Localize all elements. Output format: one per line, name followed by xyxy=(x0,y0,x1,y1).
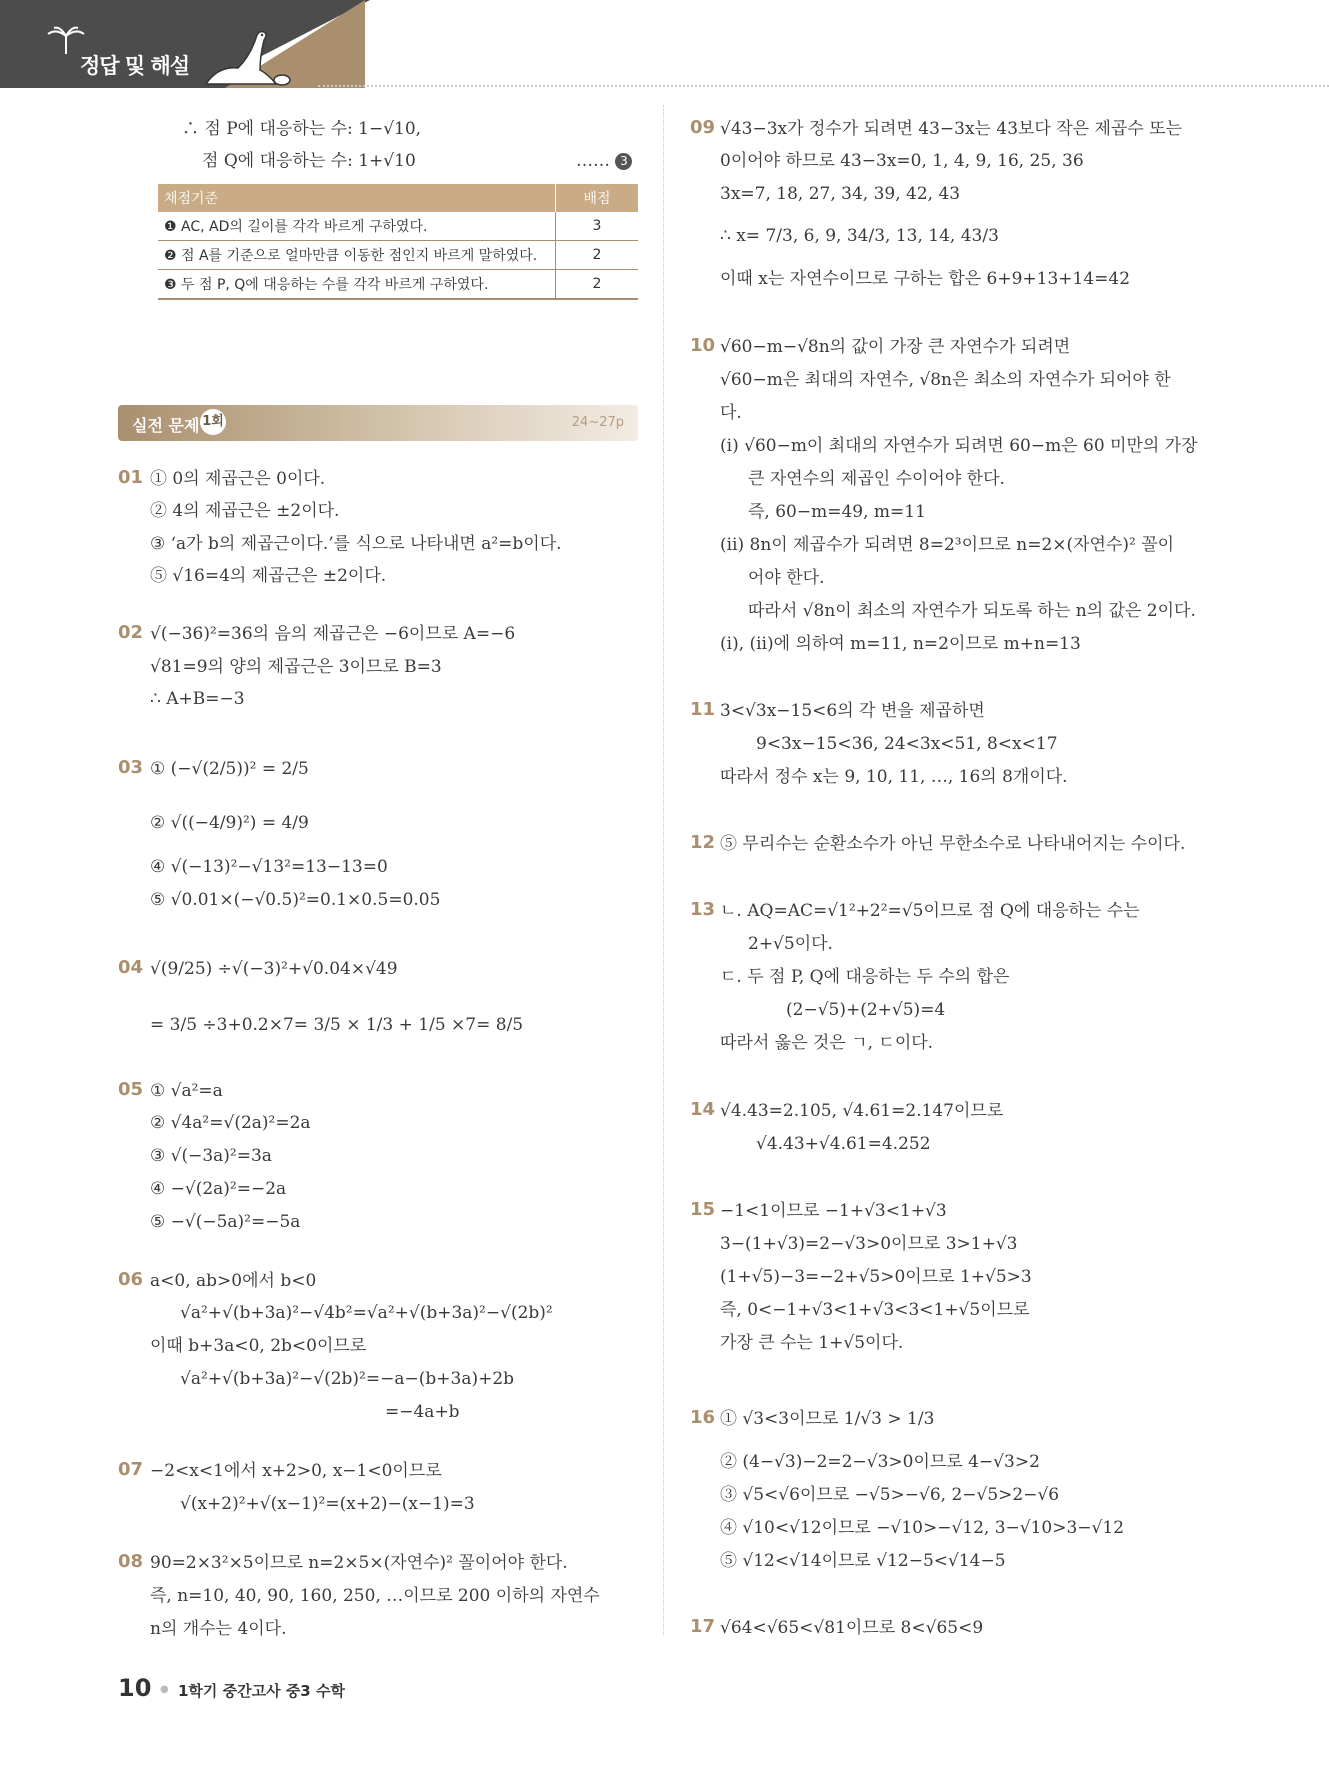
solution-line: √a²+√(b+3a)²−√4b²=√a²+√(b+3a)²−√(2b)² xyxy=(180,1303,553,1323)
criteria-header: 채점기준 xyxy=(158,184,556,212)
table-row xyxy=(158,241,638,270)
solution-line: √81=9의 양의 제곱근은 3이므로 B=3 xyxy=(150,657,442,677)
solution-line: ④ −√(2a)²=−2a xyxy=(150,1179,287,1199)
solution-line: ⑤ 무리수는 순환소수가 아닌 무한소수로 나타내어지는 수이다. xyxy=(720,834,1186,854)
solution-line: 어야 한다. xyxy=(748,568,825,588)
solution-line: ② 4의 제곱근은 ±2이다. xyxy=(150,501,340,521)
step-3-marker: 3 xyxy=(615,153,632,170)
solution-line: (2−√5)+(2+√5)=4 xyxy=(786,1000,946,1020)
solution-line: ⑤ √12<√14이므로 √12−5<√14−5 xyxy=(720,1551,1006,1571)
section-badge: 1회 xyxy=(200,409,226,435)
solution-line: 이때 x는 자연수이므로 구하는 합은 6+9+13+14=42 xyxy=(720,269,1131,289)
solution-line: 2+√5이다. xyxy=(748,934,833,954)
solution-line: ④ √10<√12이므로 −√10>−√12, 3−√10>3−√12 xyxy=(720,1518,1125,1538)
solution-line: √60−m은 최대의 자연수, √8n은 최소의 자연수가 되어야 한 xyxy=(720,370,1171,390)
problem-number: 01 xyxy=(118,467,144,488)
solution-line: ⑤ −√(−5a)²=−5a xyxy=(150,1212,301,1232)
footer-title: 1학기 중간고사 중3 수학 xyxy=(178,1682,345,1700)
section-label: 실전 문제 xyxy=(132,416,200,435)
points-cell: 3 xyxy=(556,212,639,241)
points-header: 배점 xyxy=(556,184,639,212)
solution-line: −1<1이므로 −1+√3<1+√3 xyxy=(720,1201,947,1221)
solution-line: √a²+√(b+3a)²−√(2b)²=−a−(b+3a)+2b xyxy=(180,1369,515,1389)
criteria-cell: ❷ 점 A를 기준으로 얼마만큼 이동한 점인지 바르게 말하였다. xyxy=(158,241,556,270)
solution-line: 즉, n=10, 40, 90, 160, 250, …이므로 200 이하의 자연수 xyxy=(150,1586,600,1606)
solution-line: 큰 자연수의 제곱인 수이어야 한다. xyxy=(748,469,1005,489)
solution-line: 3−(1+√3)=2−√3>0이므로 3>1+√3 xyxy=(720,1234,1018,1254)
solution-line: √60−m−√8n의 값이 가장 큰 자연수가 되려면 xyxy=(720,337,1071,357)
points-cell: 2 xyxy=(556,241,639,270)
solution-line: ⑤ √16=4의 제곱근은 ±2이다. xyxy=(150,566,387,586)
solution-line: ㄴ. AQ=AC=√1²+2²=√5이므로 점 Q에 대응하는 수는 xyxy=(720,901,1140,921)
solution-line: = 3/5 ÷3+0.2×7= 3/5 × 1/3 + 1/5 ×7= 8/5 xyxy=(150,1015,524,1035)
prev-answer-q: 점 Q에 대응하는 수: 1+√10 xyxy=(202,151,416,171)
table-row xyxy=(158,212,638,241)
solution-line: 즉, 60−m=49, m=11 xyxy=(748,502,926,522)
solution-line: 다. xyxy=(720,403,742,423)
solution-line: 0이어야 하므로 43−3x=0, 1, 4, 9, 16, 25, 36 xyxy=(720,151,1084,171)
solution-line: 즉, 0<−1+√3<1+√3<3<1+√5이므로 xyxy=(720,1300,1030,1320)
solution-line: 3x=7, 18, 27, 34, 39, 42, 43 xyxy=(720,184,961,204)
solution-line: ③ ‘a가 b의 제곱근이다.’를 식으로 나타내면 a²=b이다. xyxy=(150,534,562,554)
solution-line: 따라서 √8n이 최소의 자연수가 되도록 하는 n의 값은 2이다. xyxy=(748,601,1196,621)
solution-line: ① 0의 제곱근은 0이다. xyxy=(150,469,326,489)
solution-line: 따라서 옳은 것은 ㄱ, ㄷ이다. xyxy=(720,1033,934,1053)
prev-answer-p: ∴ 점 P에 대응하는 수: 1−√10, xyxy=(182,119,422,139)
solution-line: =−4a+b xyxy=(385,1402,460,1422)
column-divider xyxy=(663,105,664,1635)
solution-line: (ⅰ), (ⅱ)에 의하여 m=11, n=2이므로 m+n=13 xyxy=(720,634,1081,654)
solution-line: ③ √(−3a)²=3a xyxy=(150,1146,272,1166)
problem-number: 17 xyxy=(690,1616,716,1637)
solution-line: ㄷ. 두 점 P, Q에 대응하는 두 수의 합은 xyxy=(720,967,1010,987)
scoring-table xyxy=(158,184,638,300)
header-divider xyxy=(318,85,1329,87)
solution-line: √64<√65<√81이므로 8<√65<9 xyxy=(720,1618,984,1638)
header-title: 정답 및 해설 xyxy=(80,54,190,78)
problem-number: 09 xyxy=(690,117,716,138)
solution-line: 3<√3x−15<6의 각 변을 제곱하면 xyxy=(720,701,985,721)
problem-number: 16 xyxy=(690,1407,716,1428)
problem-number: 07 xyxy=(118,1459,144,1480)
solution-line: (ⅱ) 8n이 제곱수가 되려면 8=2³이므로 n=2×(자연수)² 꼴이 xyxy=(720,535,1175,555)
problem-number: 02 xyxy=(118,622,144,643)
solution-line: 이때 b+3a<0, 2b<0이므로 xyxy=(150,1336,367,1356)
table-row xyxy=(158,270,638,300)
problem-number: 05 xyxy=(118,1079,144,1100)
footer-bullet: ● xyxy=(160,1684,169,1695)
solution-line: 따라서 정수 x는 9, 10, 11, …, 16의 8개이다. xyxy=(720,767,1068,787)
solution-line: a<0, ab>0에서 b<0 xyxy=(150,1271,317,1291)
mark-dots: …… xyxy=(576,151,610,171)
solution-line: ∴ x= 7/3, 6, 9, 34/3, 13, 14, 43/3 xyxy=(720,226,999,246)
solution-line: 9<3x−15<36, 24<3x<51, 8<x<17 xyxy=(756,734,1058,754)
solution-line: (ⅰ) √60−m이 최대의 자연수가 되려면 60−m은 60 미만의 가장 xyxy=(720,436,1198,456)
solution-line: ⑤ √0.01×(−√0.5)²=0.1×0.5=0.05 xyxy=(150,890,441,910)
solution-line: ① √3<3이므로 1/√3 > 1/3 xyxy=(720,1409,935,1429)
solution-line: −2<x<1에서 x+2>0, x−1<0이므로 xyxy=(150,1461,442,1481)
points-cell: 2 xyxy=(556,270,639,300)
criteria-cell: ❶ AC, AD의 길이를 각각 바르게 구하였다. xyxy=(158,212,556,241)
solution-line: ③ √5<√6이므로 −√5>−√6, 2−√5>2−√6 xyxy=(720,1485,1060,1505)
problem-number: 03 xyxy=(118,757,144,778)
solution-line: ② (4−√3)−2=2−√3>0이므로 4−√3>2 xyxy=(720,1452,1040,1472)
problem-number: 06 xyxy=(118,1269,144,1290)
solution-line: 가장 큰 수는 1+√5이다. xyxy=(720,1333,904,1353)
scoring-table-header xyxy=(158,184,638,212)
solution-line: ④ √(−13)²−√13²=13−13=0 xyxy=(150,857,388,877)
dinosaur-icon xyxy=(198,26,298,88)
solution-line: ∴ A+B=−3 xyxy=(150,689,245,709)
solution-line: √(9/25) ÷√(−3)²+√0.04×√49 xyxy=(150,959,398,979)
prev-answer-mark xyxy=(576,150,632,172)
section-header xyxy=(118,405,638,441)
section-pages: 24~27p xyxy=(571,415,624,430)
problem-number: 15 xyxy=(690,1199,716,1220)
solution-line: √4.43+√4.61=4.252 xyxy=(756,1134,931,1154)
solution-line: √(x+2)²+√(x−1)²=(x+2)−(x−1)=3 xyxy=(180,1494,475,1514)
page-number: 10 xyxy=(118,1674,152,1702)
problem-number: 11 xyxy=(690,699,716,720)
problem-number: 12 xyxy=(690,832,716,853)
solution-line: 90=2×3²×5이므로 n=2×5×(자연수)² 꼴이어야 한다. xyxy=(150,1553,568,1573)
problem-number: 08 xyxy=(118,1551,144,1572)
solution-line: √43−3x가 정수가 되려면 43−3x는 43보다 작은 제곱수 또는 xyxy=(720,119,1183,139)
problem-number: 04 xyxy=(118,957,144,978)
criteria-cell: ❸ 두 점 P, Q에 대응하는 수를 각각 바르게 구하였다. xyxy=(158,270,556,300)
solution-line: ② √4a²=√(2a)²=2a xyxy=(150,1113,311,1133)
solution-line: ① (−√(2/5))² = 2/5 xyxy=(150,759,309,779)
solution-line: ② √((−4/9)²) = 4/9 xyxy=(150,813,309,833)
solution-line: (1+√5)−3=−2+√5>0이므로 1+√5>3 xyxy=(720,1267,1032,1287)
solution-line: n의 개수는 4이다. xyxy=(150,1619,287,1639)
problem-number: 13 xyxy=(690,899,716,920)
solution-line: ① √a²=a xyxy=(150,1081,223,1101)
problem-number: 14 xyxy=(690,1099,716,1120)
solution-line: √4.43=2.105, √4.61=2.147이므로 xyxy=(720,1101,1004,1121)
problem-number: 10 xyxy=(690,335,716,356)
solution-line: √(−36)²=36의 음의 제곱근은 −6이므로 A=−6 xyxy=(150,624,516,644)
